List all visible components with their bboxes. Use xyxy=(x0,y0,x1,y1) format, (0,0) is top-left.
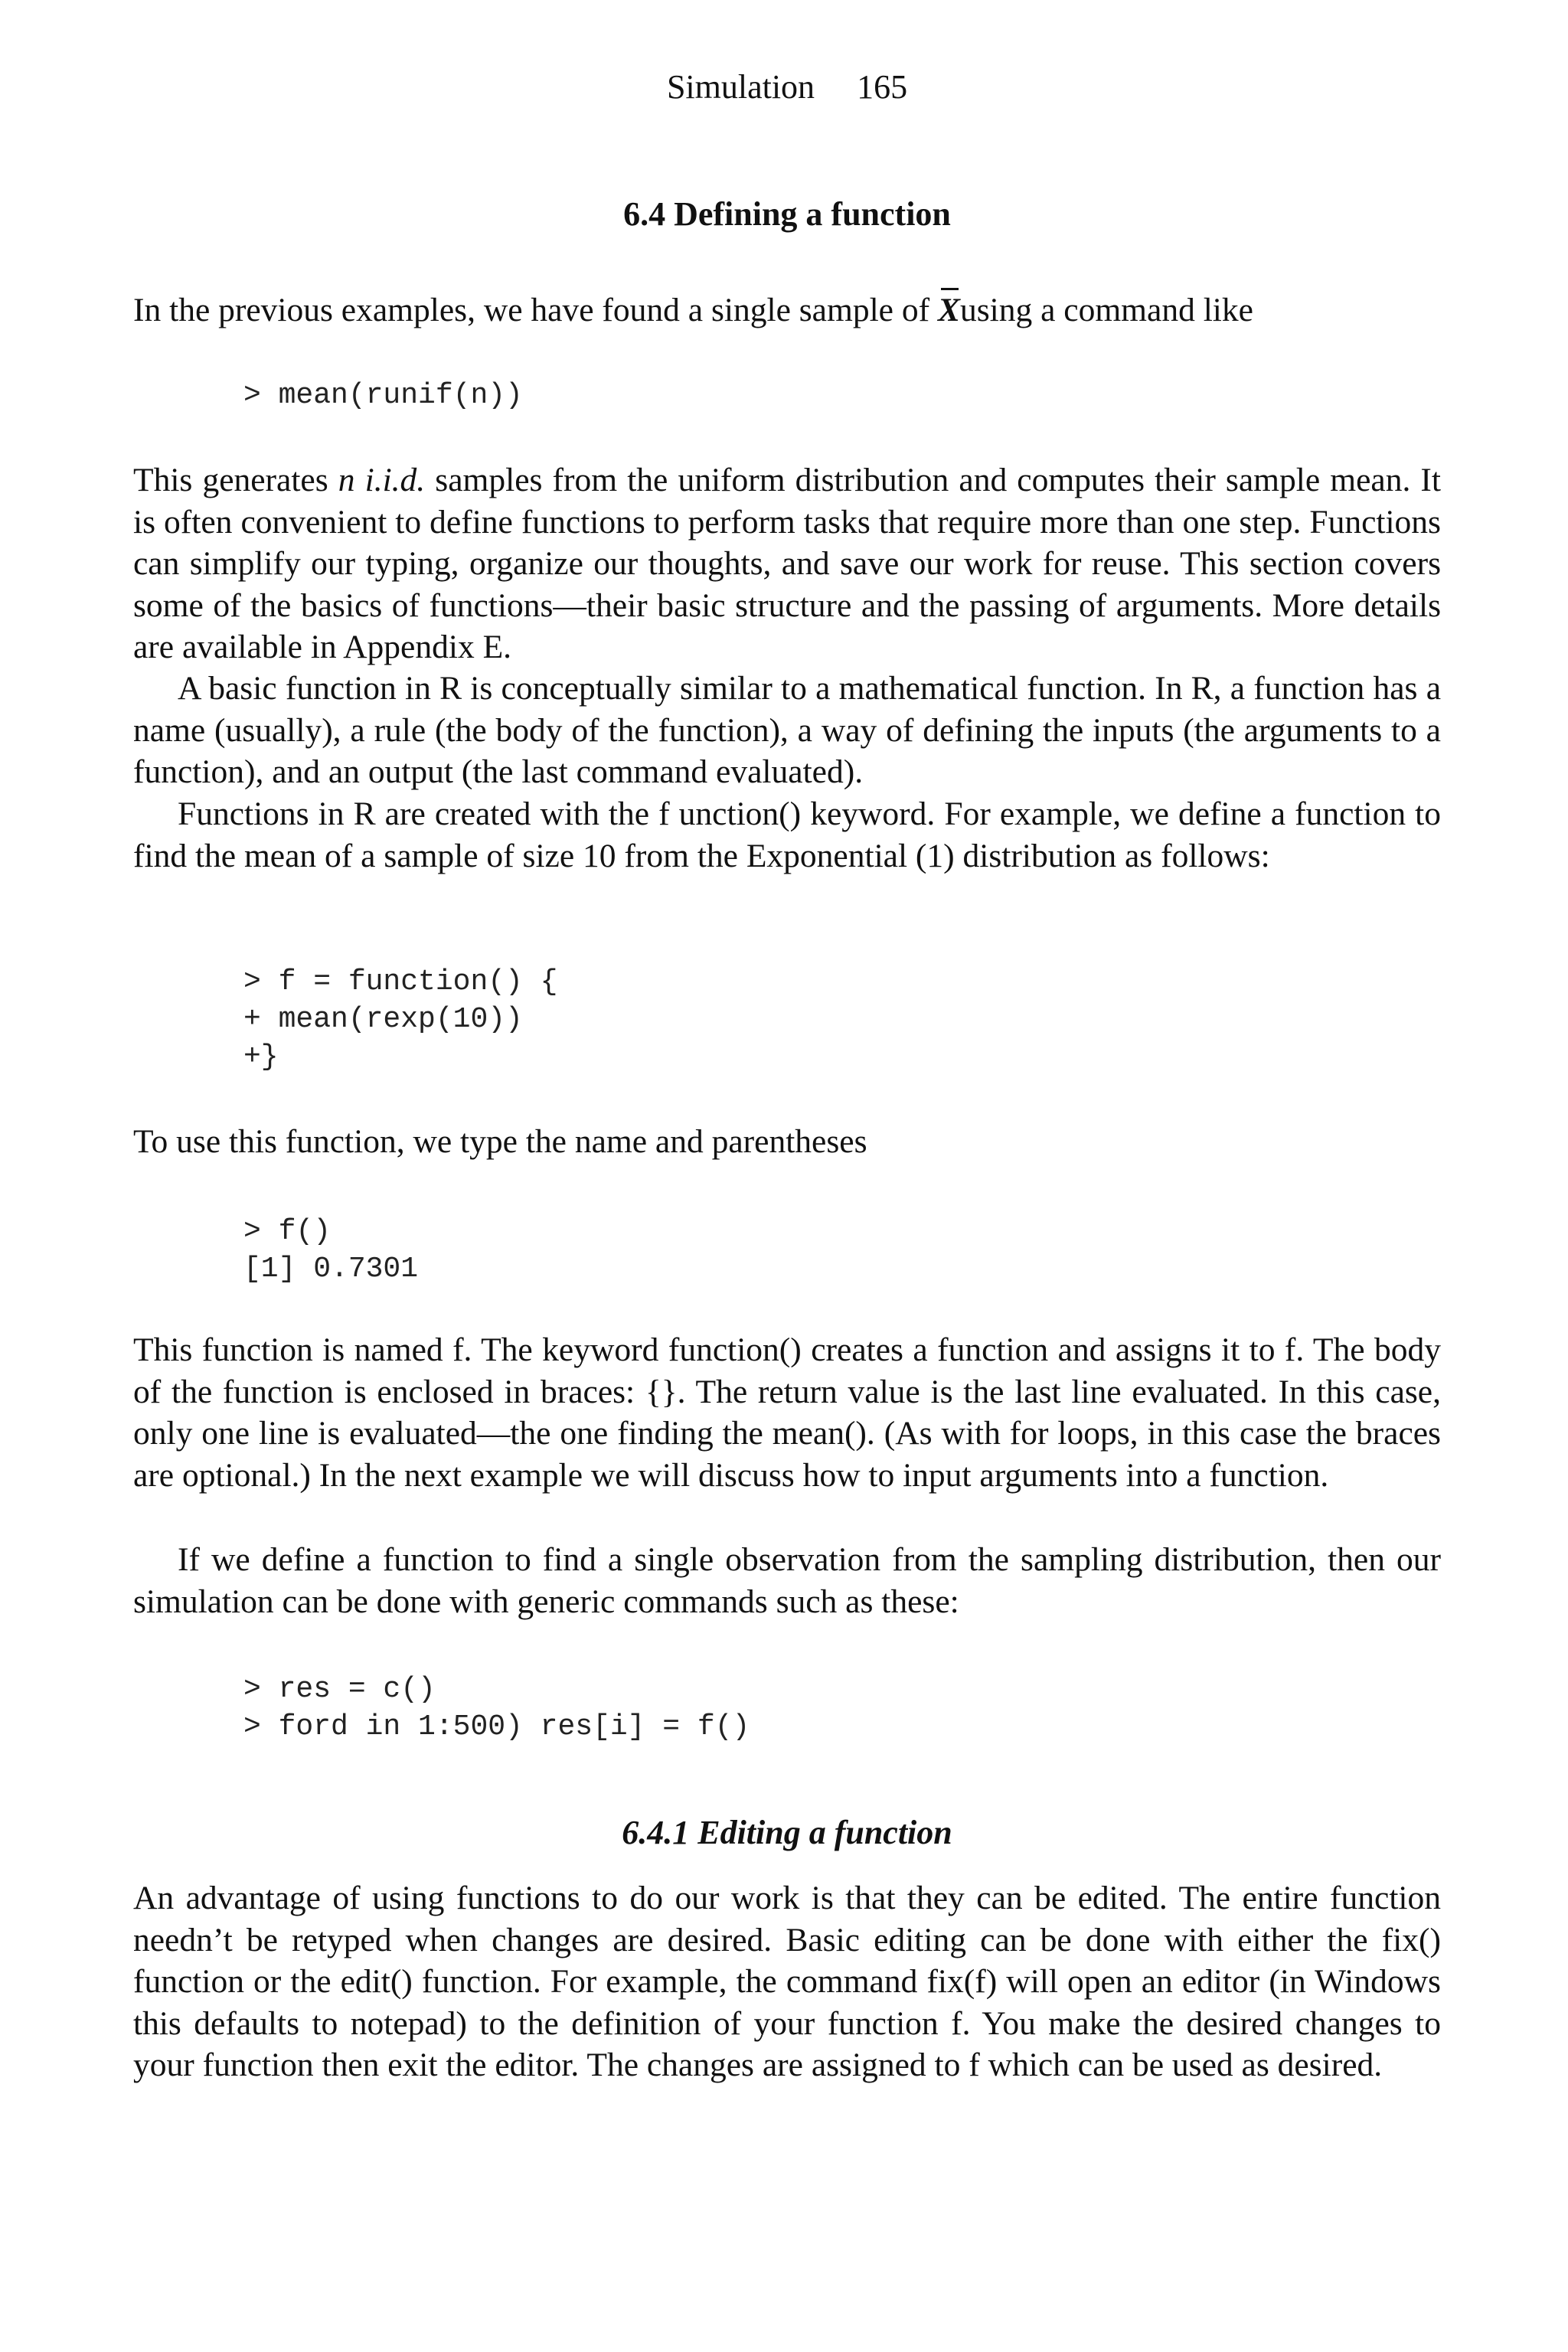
code-block-define-f: > f = function() { + mean(rexp(10)) +} xyxy=(243,965,558,1073)
paragraph-editing-function: An advantage of using functions to do our work is that they can be edited. The entire function needn’t be retyped when changes are desired. Basic editing can be done with either the fix() function or the edit() function. For example, the command fix(f) will open an editor (in Windows this defaults to notepad) to the definition of your function f. You make the desired changes to your function then exit the editor. The changes are assigned to f which can be used as desired. xyxy=(133,1880,1441,2083)
x-bar-symbol: X xyxy=(938,286,960,332)
paragraph-iid-samples xyxy=(133,459,1441,668)
paragraph-basic-function: A basic function in R is conceptually similar to a mathematical function. In R, a function has a name (usually), a rule (the body of the function), a way of defining the inputs (the arguments to a function), and an output (the last command evaluated). xyxy=(133,670,1441,790)
intro-text-before: In the previous examples, we have found a single sample of xyxy=(133,292,938,328)
paragraph-function-keyword: Functions in R are created with the f unction() keyword. For example, we define a function to find the mean of a sample of size 10 from the Exponential (1) distribution as follows: xyxy=(133,795,1441,874)
paragraph-function-named-f: This function is named f. The keyword function() creates a function and assigns it to f. The body of the function is enclosed in braces: {}. The return value is the last line evaluated. In this case, only one line is evaluated—the one finding the mean(). (As with for loops, in this case the braces are optional.) In the next example we will discuss how to input arguments into a function. xyxy=(133,1331,1441,1494)
running-head xyxy=(133,70,1441,104)
paragraph-space xyxy=(355,462,365,498)
code-block-mean-runif: > mean(runif(n)) xyxy=(243,379,523,412)
code-block-simulation-loop: > res = c() > ford in 1:500) res[i] = f() xyxy=(243,1673,750,1743)
section-heading: 6.4 Defining a function xyxy=(623,195,951,233)
running-head-title: Simulation xyxy=(666,68,815,106)
paragraph-use-function: To use this function, we type the name and parentheses xyxy=(133,1123,867,1160)
intro-text-after: using a command like xyxy=(959,292,1253,328)
italic-n: n xyxy=(338,462,355,498)
intro-paragraph xyxy=(133,286,1441,332)
paragraph-sampling-distribution: If we define a function to find a single observation from the sampling distribution, then our simulation can be done with generic commands such as these: xyxy=(133,1541,1441,1620)
page-number: 165 xyxy=(857,68,908,106)
paragraph-rest: samples from the uniform distribution and computes their sample mean. It is often convenient to define functions to perform tasks that require more than one step. Functions can simplify our typing, organize our thoughts, and save our work for reuse. This section covers some of the basics of functions—their basic structure and the passing of arguments. More details are available in Appendix E. xyxy=(133,462,1441,665)
paragraph-lead: This generates xyxy=(133,462,338,498)
code-block-call-f: > f() [1] 0.7301 xyxy=(243,1215,419,1285)
italic-iid: i.i.d. xyxy=(364,462,426,498)
subsection-heading: 6.4.1 Editing a function xyxy=(622,1814,952,1851)
